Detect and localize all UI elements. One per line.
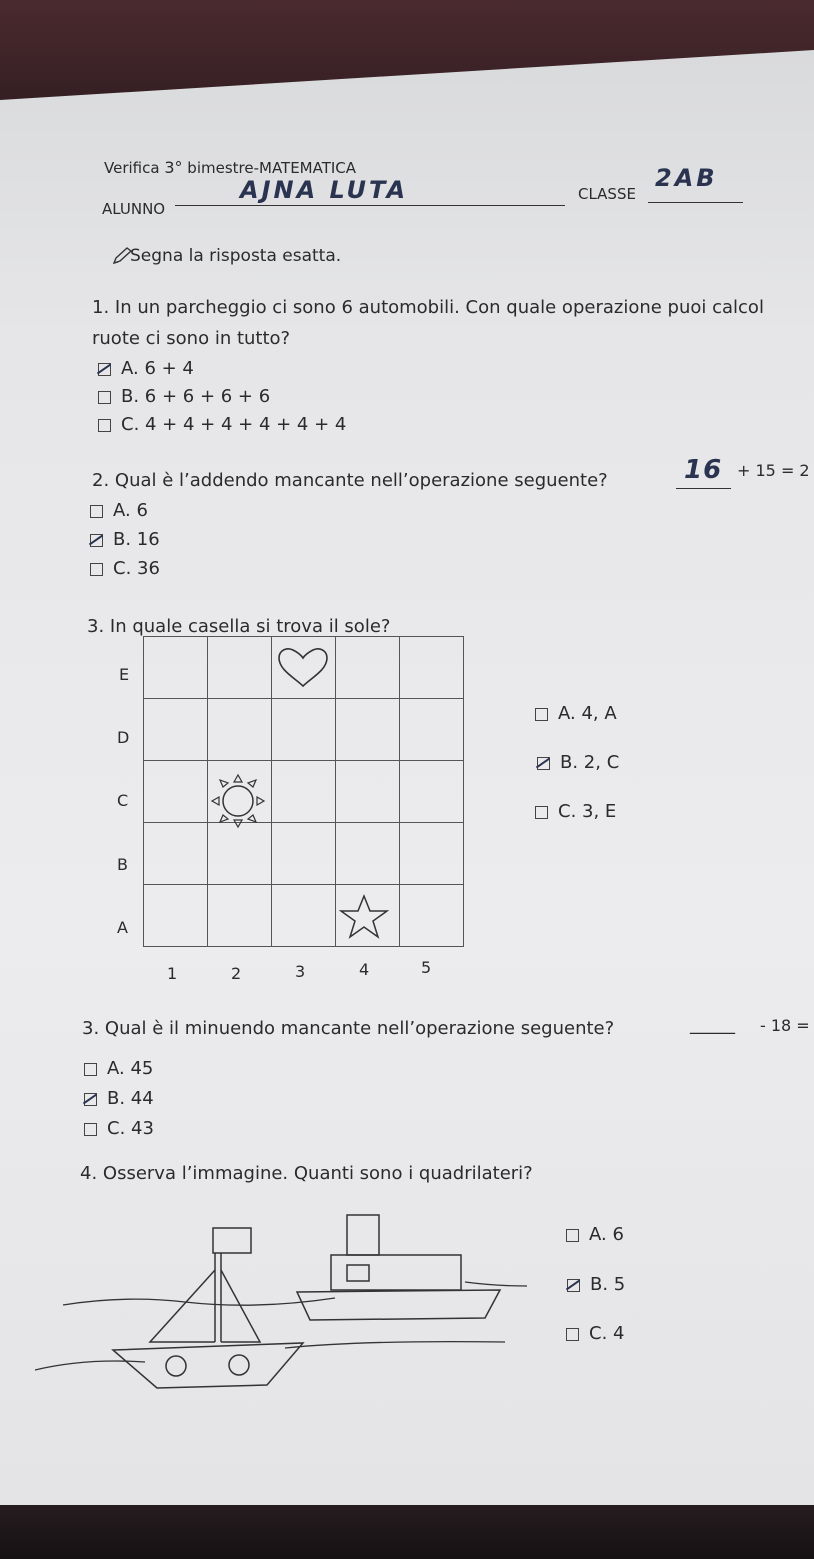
classe-value: 2AB	[655, 164, 718, 192]
option-label: A. 6 + 4	[121, 358, 194, 379]
q3a-option-c[interactable]	[535, 801, 616, 822]
option-label: C. 43	[107, 1118, 154, 1139]
option-label: C. 36	[113, 558, 160, 579]
grid-row-label-e: E	[119, 665, 130, 684]
option-label: B. 16	[113, 529, 160, 550]
option-label: A. 6	[589, 1224, 624, 1245]
instruction: Segna la risposta esatta.	[130, 246, 342, 266]
checkbox[interactable]	[90, 505, 103, 518]
option-label: C. 4 + 4 + 4 + 4 + 4 + 4	[121, 414, 347, 435]
grid-col-label-3: 3	[295, 962, 306, 981]
q2-expression: + 15 = 2	[737, 461, 810, 480]
checkbox[interactable]	[98, 363, 111, 376]
q4-option-c[interactable]	[566, 1323, 624, 1344]
q4-option-b[interactable]	[567, 1274, 625, 1295]
option-label: B. 6 + 6 + 6 + 6	[121, 386, 271, 407]
checkbox[interactable]	[566, 1328, 579, 1341]
grid-col-label-4: 4	[359, 960, 370, 979]
q3a-option-b[interactable]	[537, 752, 619, 773]
option-label: A. 6	[113, 500, 148, 521]
option-label: C. 3, E	[558, 801, 617, 822]
classe-underline	[648, 202, 743, 203]
header-title	[104, 158, 356, 177]
alunno-label: ALUNNO	[102, 200, 166, 218]
q2-option-a[interactable]	[90, 500, 148, 521]
checkbox[interactable]	[98, 391, 111, 404]
checkbox[interactable]	[535, 708, 548, 721]
q2-option-b[interactable]	[90, 529, 160, 550]
grid-col-label-5: 5	[421, 958, 432, 977]
option-label: B. 5	[590, 1274, 626, 1295]
q3b-option-b[interactable]	[84, 1088, 154, 1109]
checkbox[interactable]	[90, 534, 103, 547]
option-label: B. 2, C	[560, 752, 620, 773]
q4-text: 4. Osserva l’immagine. Quanti sono i quadrilateri?	[80, 1163, 533, 1184]
checkbox[interactable]	[535, 806, 548, 819]
grid-row-label-a: A	[117, 918, 128, 937]
option-label: A. 45	[107, 1058, 154, 1079]
checkbox[interactable]	[84, 1093, 97, 1106]
option-label: A. 4, A	[558, 703, 617, 724]
q2-text: 2. Qual è l’addendo mancante nell’operazione seguente?	[92, 470, 608, 491]
q1-option-a[interactable]	[98, 358, 194, 379]
grid-col-label-1: 1	[167, 964, 178, 983]
grid-row-label-b: B	[117, 855, 128, 874]
q3b-option-a[interactable]	[84, 1058, 153, 1079]
grid-row-label-c: C	[117, 791, 129, 810]
q3b-text: 3. Qual è il minuendo mancante nell’operazione seguente?	[82, 1018, 615, 1039]
q1-text-line2: ruote ci sono in tutto?	[92, 328, 291, 349]
q1-text-line1: 1. In un parcheggio ci sono 6 automobili. Con quale operazione puoi calcol	[92, 297, 764, 318]
grid-col-label-2: 2	[231, 964, 242, 983]
q1-option-b[interactable]	[98, 386, 270, 407]
option-label: C. 4	[589, 1323, 625, 1344]
grid-row-label-d: D	[117, 728, 130, 747]
option-label: B. 44	[107, 1088, 154, 1109]
q3b-blank: _____	[690, 1014, 735, 1035]
q3a-text: 3. In quale casella si trova il sole?	[87, 616, 391, 637]
checkbox[interactable]	[84, 1063, 97, 1076]
sun-icon	[203, 770, 275, 832]
heart-icon	[275, 644, 331, 690]
title-number: 3°	[164, 158, 183, 177]
q3b-expression: - 18 =	[760, 1016, 810, 1035]
alunno-underline	[175, 205, 565, 206]
checkbox[interactable]	[567, 1279, 580, 1292]
q2-answer-line	[676, 488, 731, 489]
star-icon	[336, 893, 392, 941]
q3b-option-c[interactable]	[84, 1118, 154, 1139]
alunno-value: AJNA LUTA	[240, 176, 409, 204]
checkbox[interactable]	[537, 757, 550, 770]
q2-option-c[interactable]	[90, 558, 160, 579]
boats-illustration	[35, 1210, 535, 1395]
q3a-option-a[interactable]	[535, 703, 617, 724]
q2-answer: 16	[684, 455, 723, 485]
title-rest: bimestre-MATEMATICA	[187, 159, 357, 177]
checkbox[interactable]	[98, 419, 111, 432]
q1-option-c[interactable]	[98, 414, 346, 435]
checkbox[interactable]	[84, 1123, 97, 1136]
checkbox[interactable]	[566, 1229, 579, 1242]
classe-label: CLASSE	[578, 185, 636, 203]
checkbox[interactable]	[90, 563, 103, 576]
title-prefix: Verifica	[104, 159, 160, 177]
q4-option-a[interactable]	[566, 1224, 624, 1245]
